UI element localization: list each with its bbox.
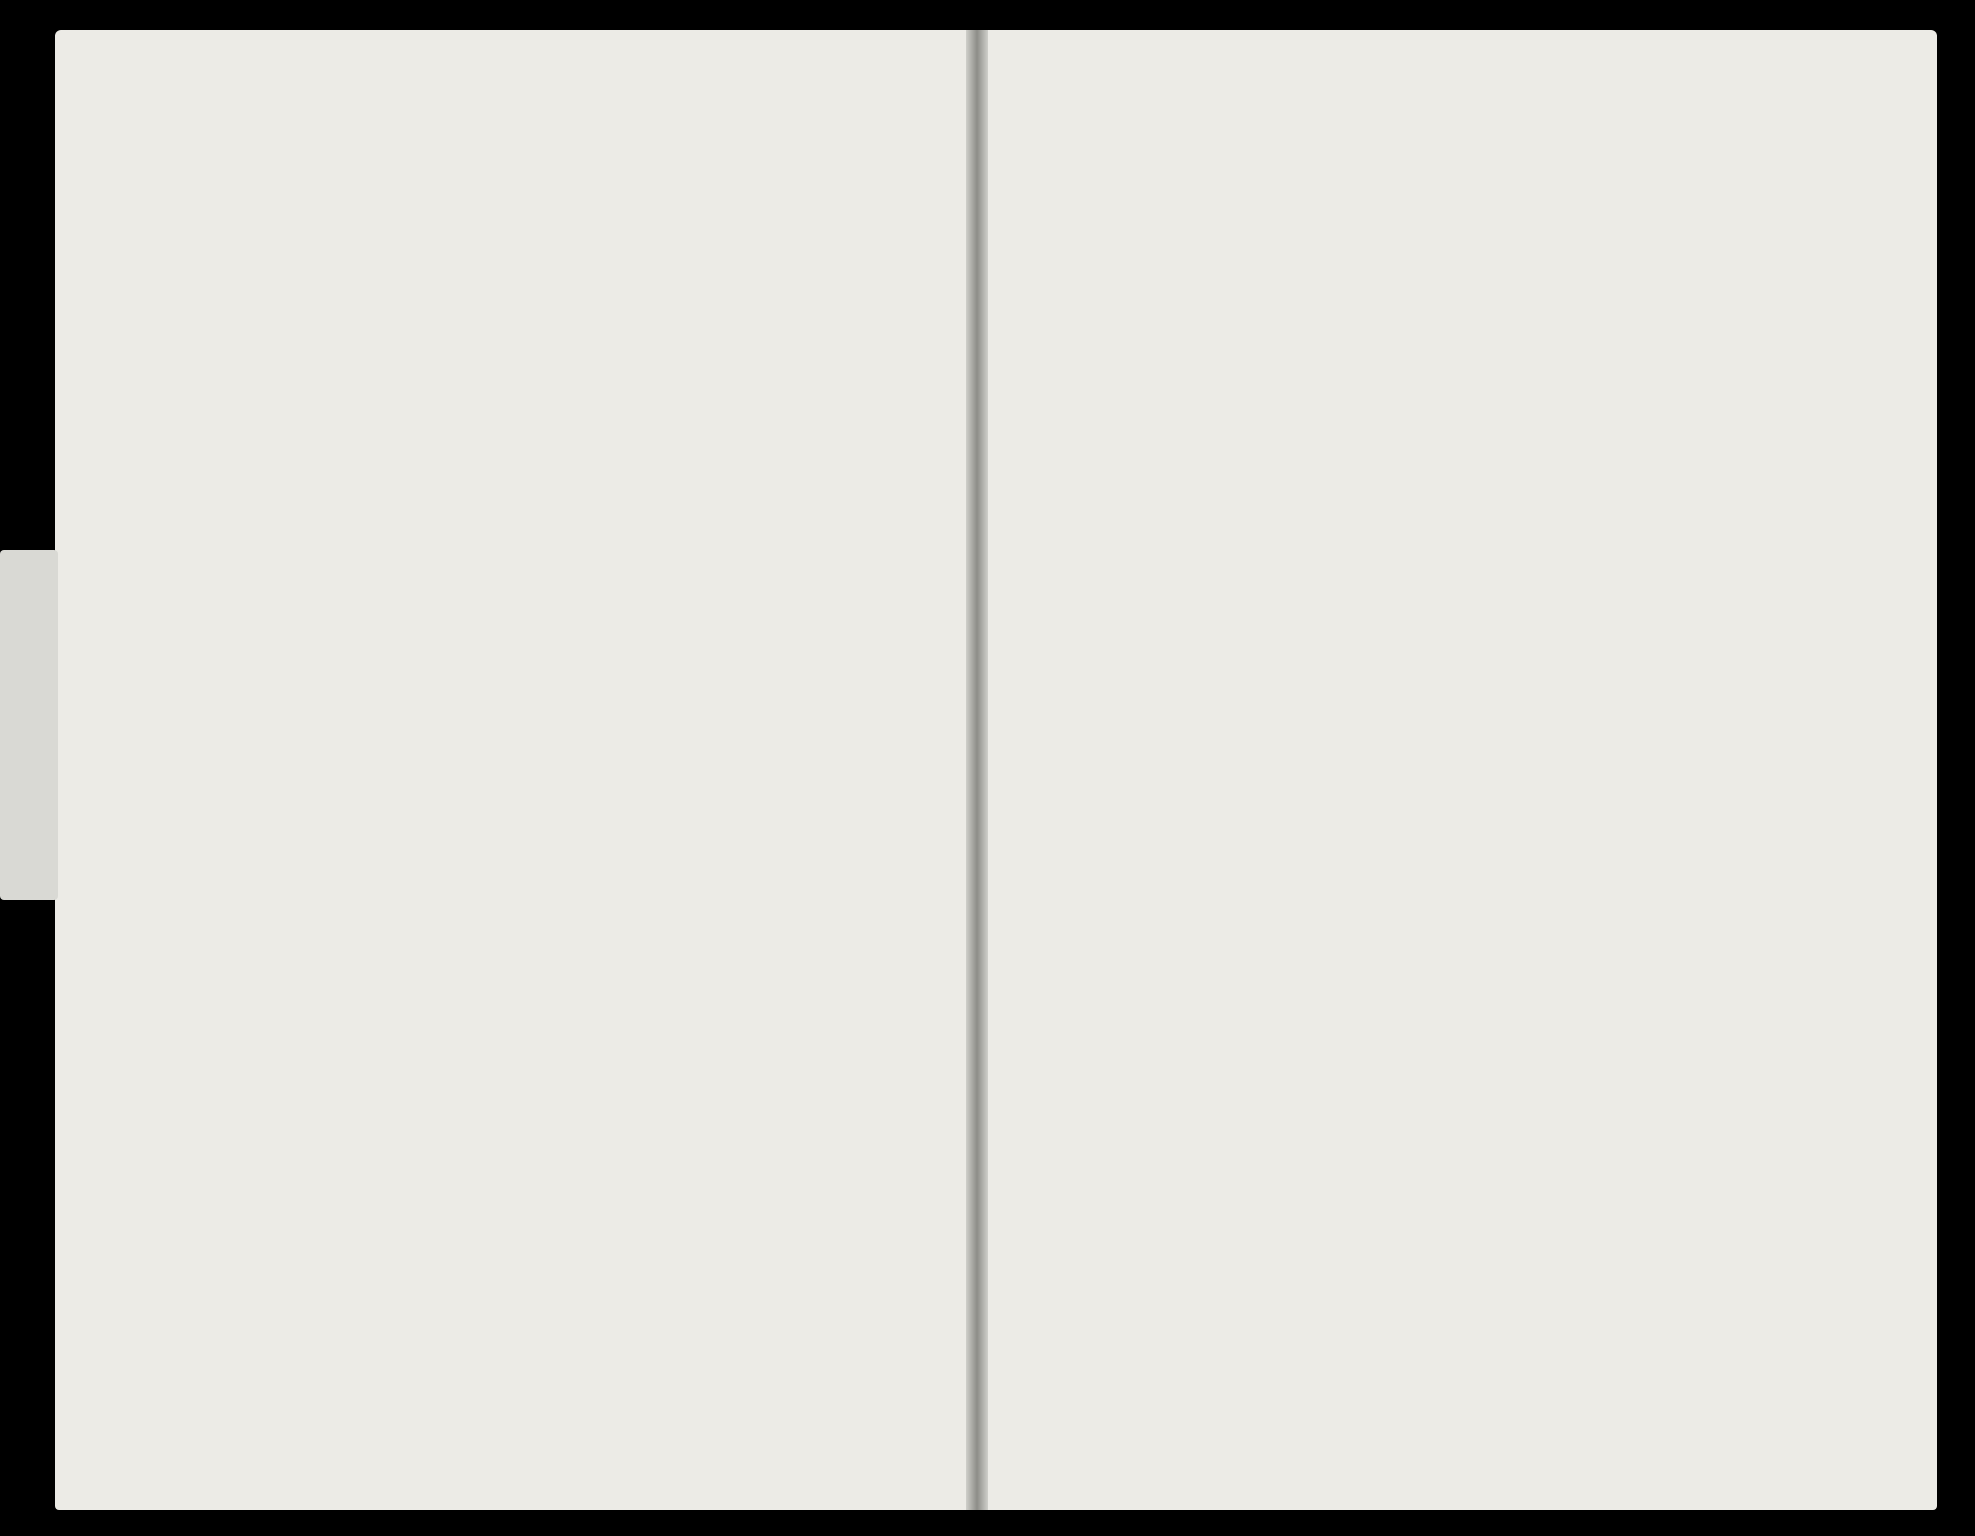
left-page — [55, 30, 977, 1510]
book-gutter — [966, 30, 988, 1510]
right-page — [977, 30, 1937, 1510]
smeared-ink-tab — [0, 550, 58, 900]
